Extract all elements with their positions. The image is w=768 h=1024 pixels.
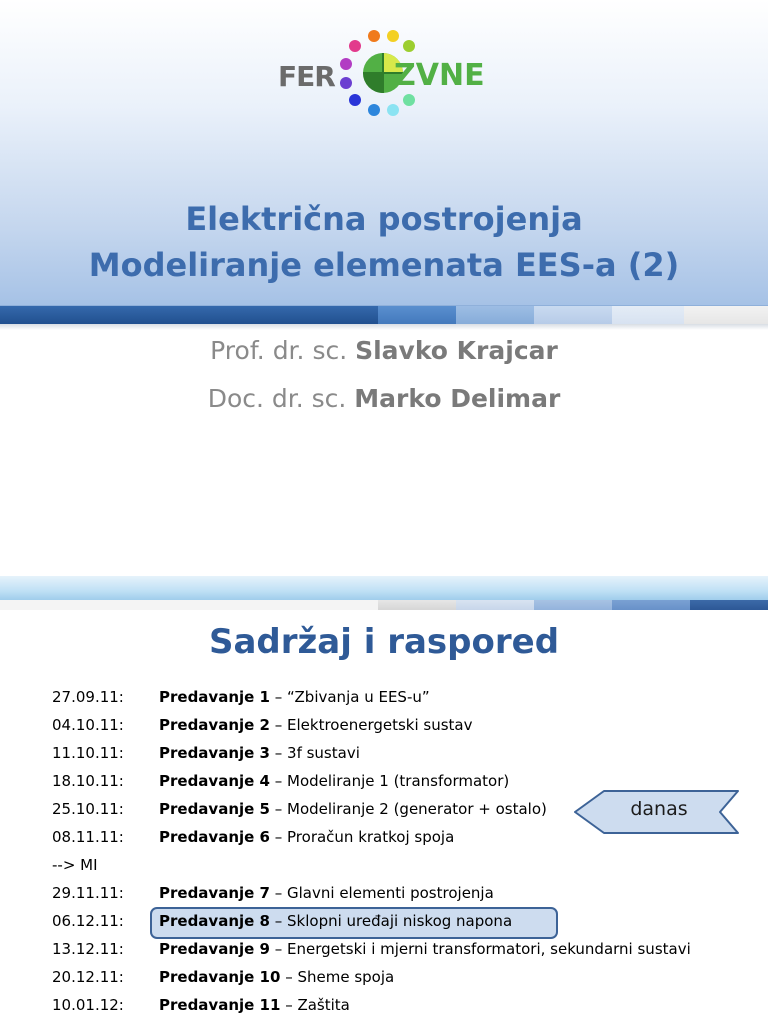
logo-fer-text: FER [278, 60, 335, 93]
schedule-slide-header [0, 576, 768, 602]
schedule-row [0, 742, 768, 770]
row-lecture: Predavanje 7 [159, 884, 270, 902]
row-lecture: Predavanje 6 [159, 828, 270, 846]
fer-zvne-logo [278, 28, 508, 120]
author-1 [0, 336, 768, 365]
row-date: 27.09.11: [52, 688, 124, 706]
row-topic: – 3f sustavi [269, 744, 360, 762]
schedule-row [0, 882, 768, 910]
schedule-row [0, 910, 768, 938]
row-lecture: Predavanje 9 [159, 940, 270, 958]
row-topic: – Glavni elementi postrojenja [269, 884, 494, 902]
schedule-row-mi [0, 854, 768, 882]
author-1-name: Slavko Krajcar [355, 336, 558, 365]
schedule-row [0, 994, 768, 1022]
row-topic: – Modeliranje 1 (transformator) [269, 772, 510, 790]
row-date: 13.12.11: [52, 940, 124, 958]
slide-title-line1: Električna postrojenja [185, 200, 583, 238]
logo-zvne-text: ZVNE [394, 58, 485, 93]
row-lecture: Predavanje 1 [159, 688, 270, 706]
row-date: 11.10.11: [52, 744, 124, 762]
row-topic: – Sheme spoja [280, 968, 395, 986]
row-date: 10.01.12: [52, 996, 124, 1014]
author-2-name: Marko Delimar [354, 384, 561, 413]
row-lecture: Predavanje 3 [159, 744, 270, 762]
row-topic: – “Zbivanja u EES-u” [269, 688, 430, 706]
row-date: 08.11.11: [52, 828, 124, 846]
row-topic: – Energetski i mjerni transformatori, sekundarni sustavi [269, 940, 691, 958]
row-date: --> MI [52, 856, 98, 874]
row-date: 29.11.11: [52, 884, 124, 902]
schedule-row [0, 938, 768, 966]
slide-title-line2: Modeliranje elemenata EES-a (2) [88, 246, 680, 284]
today-label: danas [630, 798, 688, 820]
row-lecture: Predavanje 8 [159, 912, 270, 930]
row-topic: – Zaštita [280, 996, 350, 1014]
row-lecture: Predavanje 5 [159, 800, 270, 818]
row-date: 06.12.11: [52, 912, 124, 930]
author-2 [0, 384, 768, 413]
row-date: 18.10.11: [52, 772, 124, 790]
row-lecture: Predavanje 10 [159, 968, 281, 986]
row-date: 04.10.11: [52, 716, 124, 734]
schedule-row [0, 966, 768, 994]
row-lecture: Predavanje 4 [159, 772, 270, 790]
schedule-slide [0, 574, 768, 1024]
row-lecture: Predavanje 2 [159, 716, 270, 734]
row-lecture: Predavanje 11 [159, 996, 281, 1014]
row-date: 20.12.11: [52, 968, 124, 986]
row-date: 25.10.11: [52, 800, 124, 818]
title-slide-header [0, 0, 768, 306]
schedule-title: Sadržaj i raspored [208, 622, 560, 662]
schedule-row [0, 686, 768, 714]
schedule-row [0, 714, 768, 742]
author-1-prefix: Prof. dr. sc. [210, 336, 356, 365]
row-topic: – Modeliranje 2 (generator + ostalo) [269, 800, 547, 818]
row-topic: – Proračun kratkoj spoja [269, 828, 455, 846]
row-topic: – Elektroenergetski sustav [269, 716, 473, 734]
slide-title [0, 196, 768, 288]
author-2-prefix: Doc. dr. sc. [207, 384, 355, 413]
row-topic: – Sklopni uređaji niskog napona [269, 912, 513, 930]
